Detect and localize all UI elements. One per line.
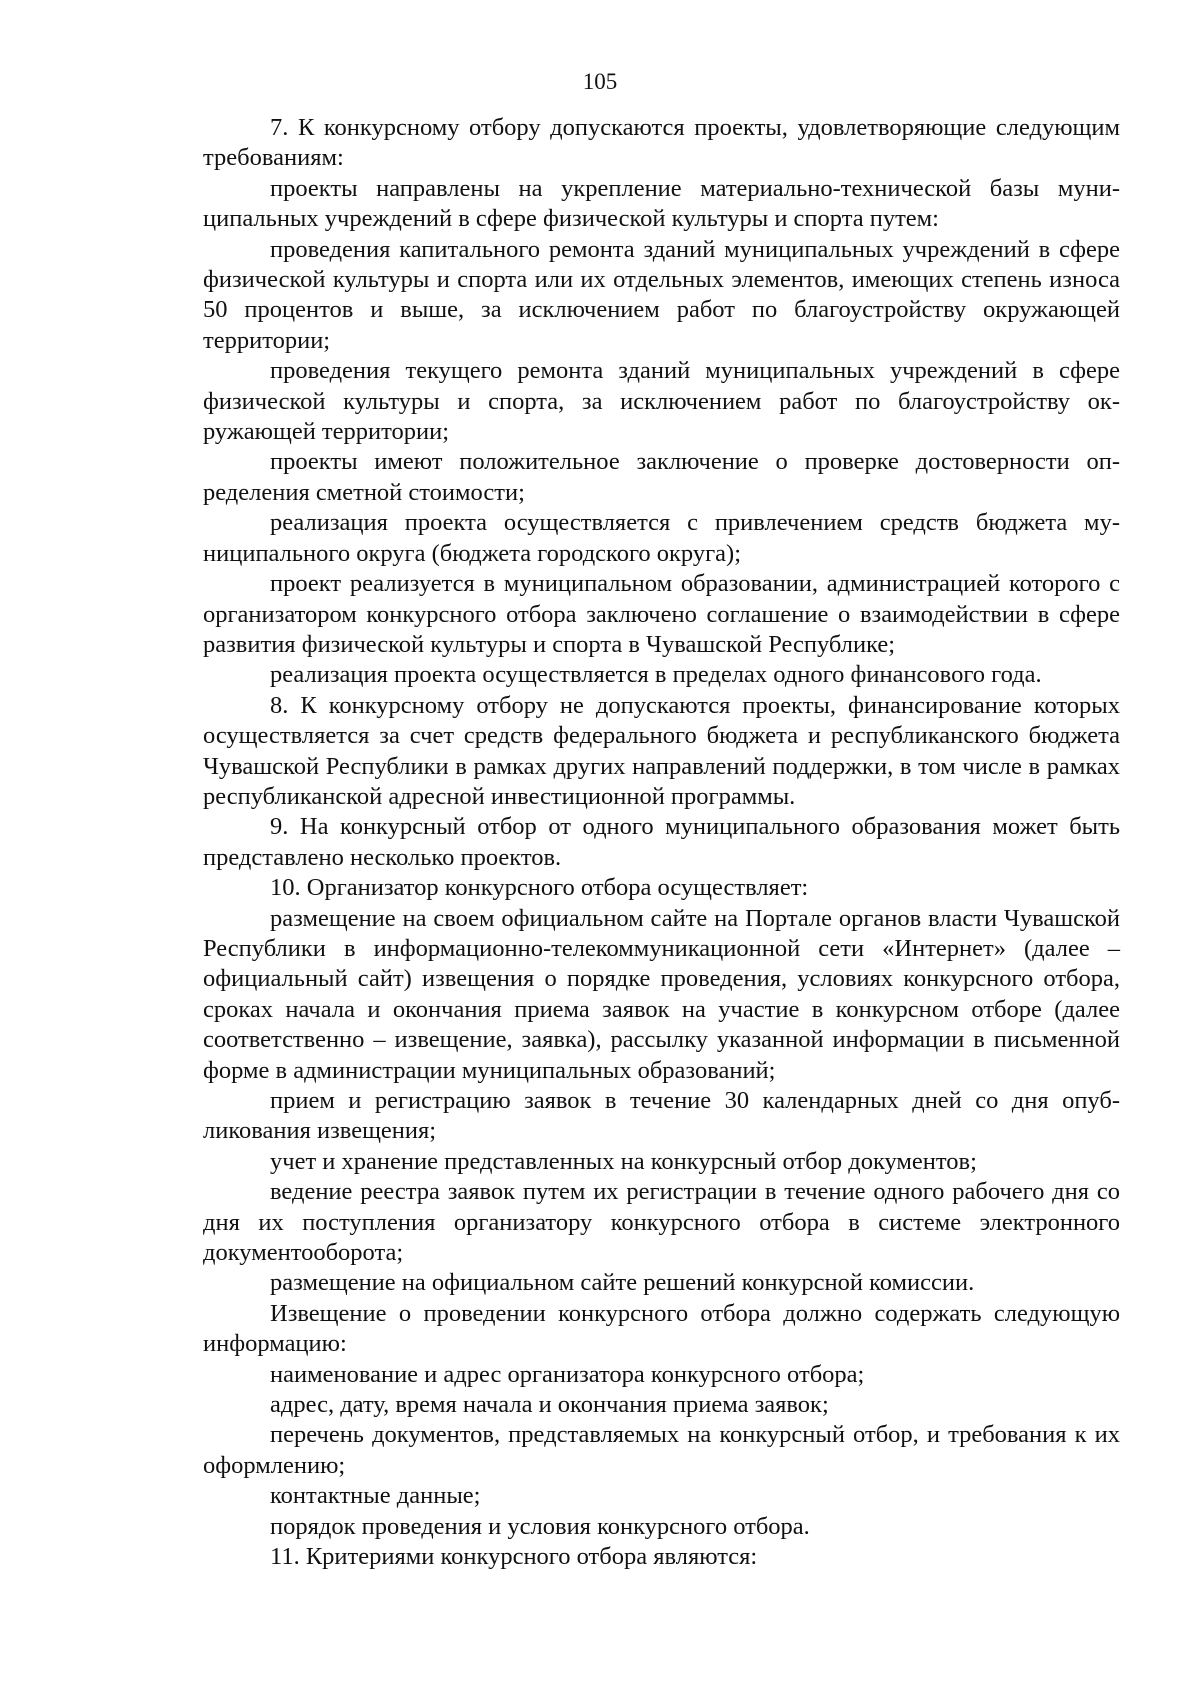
paragraph: 8. К конкурсному отбору не допускаются проекты, финансирование которых осуществляется за счет средств федерального бюджета и республиканского бюджета Чувашской Республики в рамках других направлений поддержки, в том числе в рамках республиканской адресной инвестиционной программы. [203, 691, 1120, 810]
paragraph: наименование и адрес организатора конкурсного отбора; [270, 1360, 865, 1388]
paragraph: 11. Критериями конкурсного отбора являются: [270, 1543, 758, 1571]
paragraph: реализация проекта осуществляется с привлечением средств бюджета муниципального округа (бюджета городского округа); [203, 509, 1120, 567]
paragraph: проведения текущего ремонта зданий муниципальных учреждений в сфере физической культуры и спорта, за исключением работ по благоустройству окружающей территории; [203, 357, 1120, 446]
paragraph: проекты направлены на укрепление материально-технической базы муниципальных учреждений в сфере физической культуры и спорта путем: [203, 174, 1120, 233]
paragraph: размещение на своем официальном сайте на Портале органов власти Чувашской Республики в информационно-телекоммуникационной сети «Интернет» (далее – официальный сайт) извещения о порядке проведения, условиях конкурсного отбора, сроках начала и окончания приема заявок на участие в конкурсном отборе (далее соответственно – извещение, заявка), рассылку указанной информации в письменной форме в администрации муниципальных образований; [203, 904, 1120, 1084]
paragraph: проект реализуется в муниципальном образовании, администрацией которого с организатором конкурсного отбора заключено соглашение о взаимодействии в сфере развития физической культуры и спорта в Чувашской Республике; [203, 570, 1120, 658]
paragraph: ведение реестра заявок путем их регистрации в течение одного рабочего дня со дня их поступления организатору конкурсного отбора в системе электронного документооборота; [203, 1178, 1120, 1267]
paragraph: 9. На конкурсный отбор от одного муниципального образования может быть представлено несколько проектов. [203, 813, 1120, 871]
paragraph: учет и хранение представленных на конкурсный отбор документов; [270, 1147, 977, 1175]
paragraph: 10. Организатор конкурсного отбора осуществляет: [270, 874, 809, 902]
paragraph: перечень документов, представляемых на конкурсный отбор, и требования к их оформлению; [203, 1421, 1120, 1479]
page-number: 105 [582, 69, 618, 94]
paragraph: 7. К конкурсному отбору допускаются проекты, удовлетворяющие следующим требованиям: [203, 114, 1120, 172]
paragraph: проведения капитального ремонта зданий муниципальных учреждений в сфере физической культуры и спорта или их отдельных элементов, имеющих степень износа 50 процентов и выше, за исключением работ по благоустройству окружающей территории; [203, 235, 1120, 354]
document-body [203, 113, 1120, 1573]
paragraph: порядок проведения и условия конкурсного отбора. [270, 1512, 810, 1540]
paragraph: прием и регистрацию заявок в течение 30 календарных дней со дня опубликования извещения; [203, 1087, 1120, 1145]
paragraph: реализация проекта осуществляется в пределах одного финансового года. [270, 661, 1042, 689]
paragraph: адрес, дату, время начала и окончания приема заявок; [270, 1391, 829, 1419]
paragraph: размещение на официальном сайте решений конкурсной комиссии. [270, 1269, 975, 1297]
paragraph: Извещение о проведении конкурсного отбора должно содержать следующую информацию: [203, 1299, 1120, 1358]
paragraph: проекты имеют положительное заключение о проверке достоверности определения сметной стоимости; [203, 448, 1120, 506]
paragraph: контактные данные; [270, 1482, 481, 1510]
